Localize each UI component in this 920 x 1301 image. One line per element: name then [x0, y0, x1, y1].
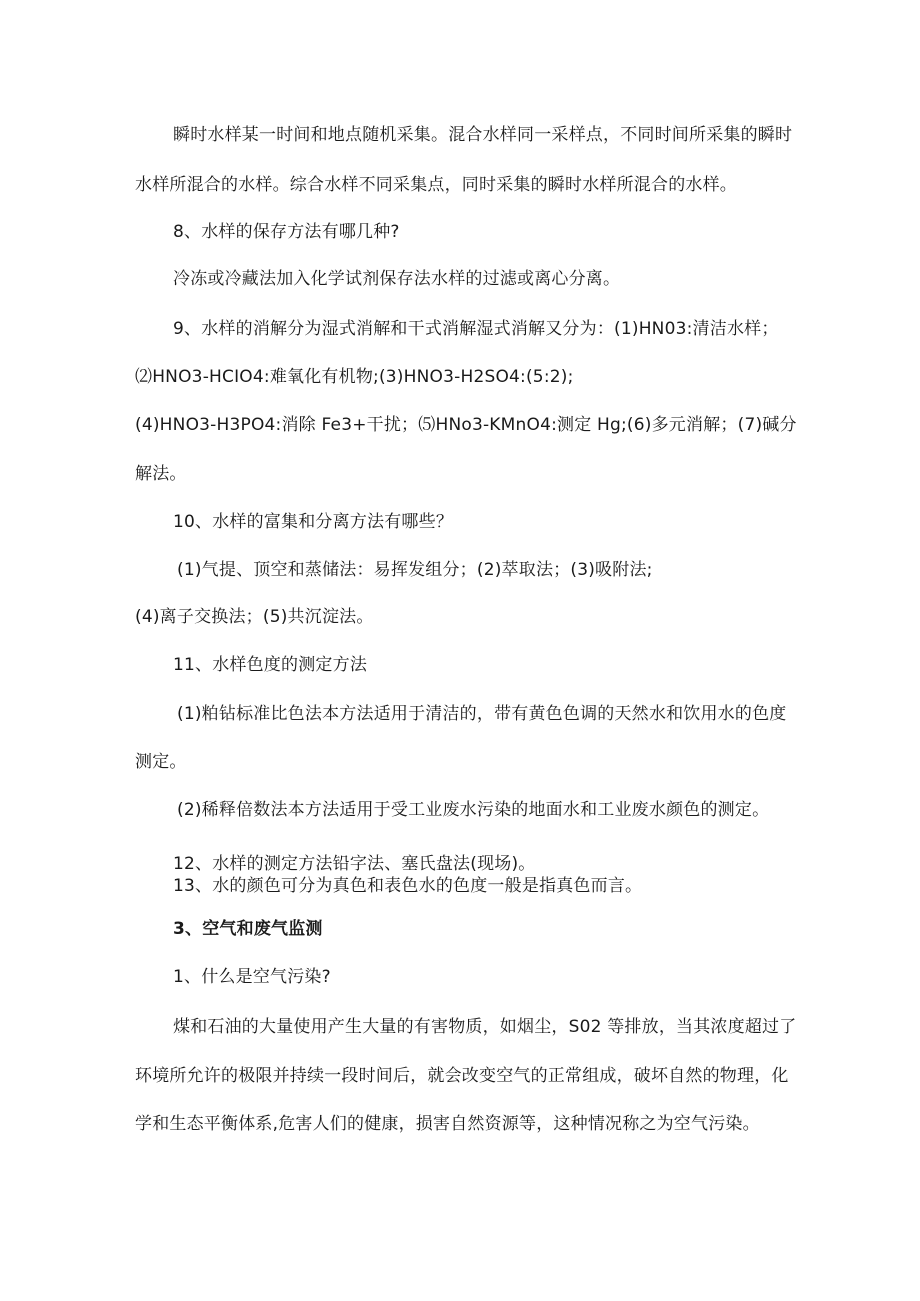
paragraph-line: 13、水的颜色可分为真色和表色水的色度一般是指真色而言。: [173, 876, 643, 896]
paragraph-line: 环境所允许的极限并持续一段时间后，就会改变空气的正常组成，破坏自然的物理，化: [135, 1066, 789, 1086]
paragraph-line: (4)HNO3-H3PO4:消除 Fe3+干扰；⑸HNo3-KMnO4:测定 Hg;(6)多元消解；(7)碱分: [135, 415, 797, 435]
paragraph-line: 瞬时水样某一时间和地点随机采集。混合水样同一采样点，不同时间所采集的瞬时: [173, 125, 793, 145]
paragraph-line: (1)气提、顶空和蒸储法：易挥发组分；(2)萃取法；(3)吸附法;: [177, 560, 653, 580]
section-heading: 3、空气和废气监测: [173, 919, 323, 939]
paragraph-line: ⑵HNO3-HCIO4:难氧化有机物;(3)HNO3-H2SO4:(5:2);: [135, 367, 574, 387]
question-heading: 8、水样的保存方法有哪几种?: [173, 222, 400, 242]
question-heading: 1、什么是空气污染?: [173, 967, 331, 987]
paragraph-line: 学和生态平衡体系,危害人们的健康，损害自然资源等，这种情况称之为空气污染。: [135, 1114, 760, 1134]
paragraph-line: (4)离子交换法；(5)共沉淀法。: [135, 607, 374, 627]
paragraph-line: 冷冻或冷藏法加入化学试剂保存法水样的过滤或离心分离。: [173, 269, 621, 289]
question-heading: 10、水样的富集和分离方法有哪些？: [173, 512, 454, 532]
paragraph-line: 9、水样的消解分为湿式消解和干式消解湿式消解又分为：(1)HN03:清洁水样；: [173, 319, 779, 339]
paragraph-line: (2)稀释倍数法本方法适用于受工业废水污染的地面水和工业废水颜色的测定。: [177, 800, 770, 820]
paragraph-line: 12、水样的测定方法铅字法、塞氏盘法(现场)。: [173, 854, 536, 874]
question-heading: 11、水样色度的测定方法: [173, 655, 368, 675]
paragraph-line: 测定。: [135, 752, 187, 772]
paragraph-line: 解法。: [135, 464, 187, 484]
paragraph-line: 煤和石油的大量使用产生大量的有害物质，如烟尘，S02 等排放，当其浓度超过了: [173, 1017, 797, 1037]
paragraph-line: (1)粕钻标准比色法本方法适用于清洁的，带有黄色色调的天然水和饮用水的色度: [177, 704, 787, 724]
paragraph-line: 水样所混合的水样。综合水样不同采集点，同时采集的瞬时水样所混合的水样。: [135, 175, 737, 195]
